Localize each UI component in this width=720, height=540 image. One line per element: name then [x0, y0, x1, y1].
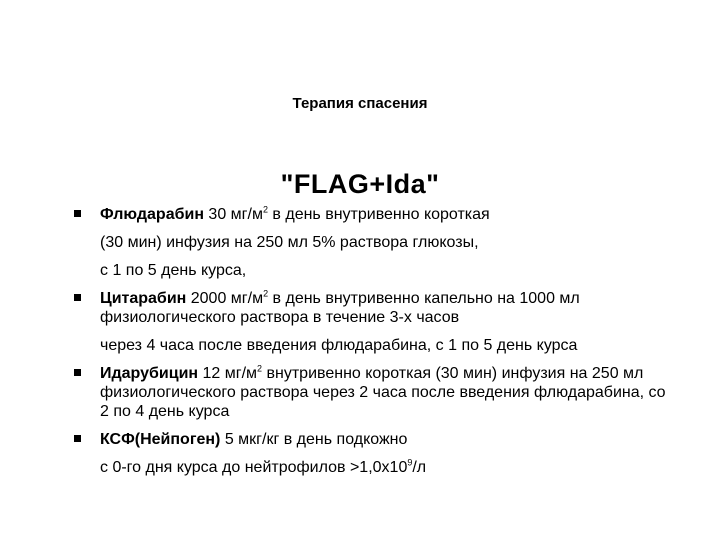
drug-name: Идарубицин — [100, 365, 199, 382]
dose-text: 12 мг/м — [198, 365, 258, 382]
continuation-text: с 0-го дня курса до нейтрофилов >1,0х10 — [100, 459, 408, 476]
dose-text: в день внутривенно короткая — [267, 206, 490, 223]
superscript: 2 — [257, 363, 263, 374]
regimen-list — [72, 205, 672, 486]
dose-text: 2000 мг/м — [186, 290, 264, 307]
bullet-icon — [74, 210, 81, 217]
continuation-line: с 1 по 5 день курса, — [100, 262, 247, 279]
drug-name: Цитарабин — [100, 290, 187, 307]
list-item-fludarabine — [72, 205, 672, 224]
continuation-line: (30 мин) инфузия на 250 мл 5% раствора глюкозы, — [100, 234, 479, 251]
dose-text: 5 мкг/кг в день подкожно — [220, 431, 408, 448]
regimen-title: "FLAG+Ida" — [280, 169, 440, 199]
bullet-icon — [74, 369, 81, 376]
continuation-line — [72, 458, 672, 477]
dose-text: в день внутривенно капельно на 1000 мл физиологического раствора в течение 3-х часов — [100, 290, 580, 326]
drug-name: Флюдарабин — [100, 206, 204, 223]
drug-name: КСФ(Нейпоген) — [100, 431, 221, 448]
superscript: 9 — [407, 457, 413, 468]
list-item-idarubicin — [72, 364, 672, 421]
bullet-icon — [74, 294, 81, 301]
dose-text: внутривенно короткая (30 мин) инфузия на 250 мл физиологического раствора через 2 часа после введения флюдарабина, со 2 по 4 день курса — [100, 365, 666, 420]
continuation-line: через 4 часа после введения флюдарабина, с 1 по 5 день курса — [100, 337, 578, 354]
dose-text: 30 мг/м — [203, 206, 263, 223]
superscript: 2 — [263, 288, 269, 299]
superscript: 2 — [262, 204, 268, 215]
slide-heading: Терапия спасения — [292, 95, 428, 112]
list-item-cytarabine — [72, 289, 672, 327]
continuation-text: /л — [412, 459, 427, 476]
bullet-icon — [74, 435, 81, 442]
list-item-gcsf — [72, 430, 672, 449]
